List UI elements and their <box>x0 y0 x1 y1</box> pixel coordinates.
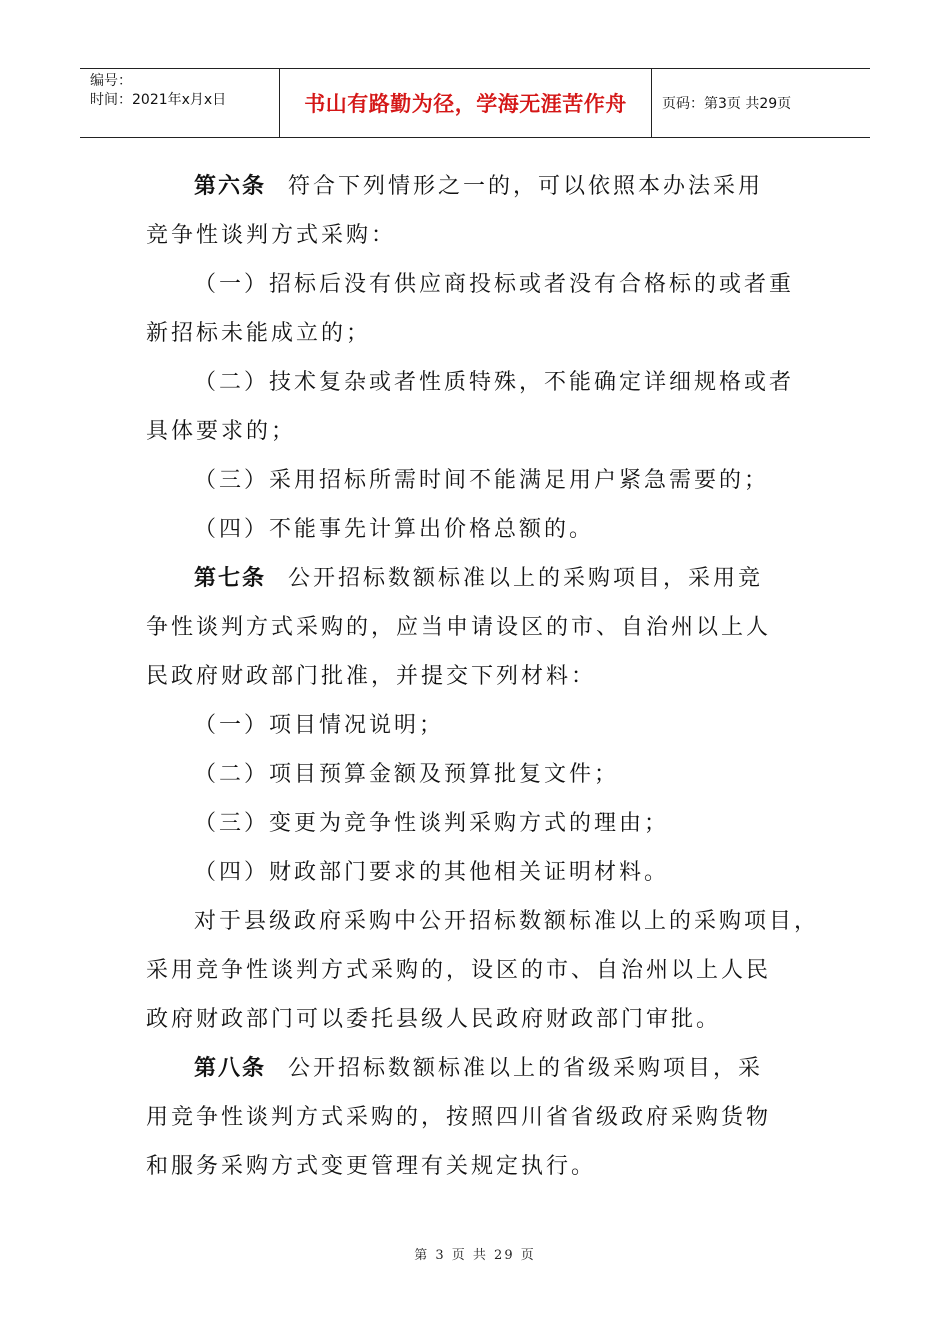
paragraph-line: 政府财政部门可以委托县级人民政府财政部门审批。 <box>146 1007 722 1032</box>
article-8-line: 第八条 公开招标数额标准以上的省级采购项目，采 <box>194 1056 764 1081</box>
header-page-info: 页码：第3页 共29页 <box>662 96 792 112</box>
article-6-line: 第六条 符合下列情形之一的，可以依照本办法采用 <box>194 174 764 199</box>
paragraph-line: 采用竞争性谈判方式采购的，设区的市、自治州以上人民 <box>146 958 772 983</box>
document-body <box>146 162 820 1191</box>
list-item: （四）不能事先计算出价格总额的。 <box>194 517 595 542</box>
list-item: （一）招标后没有供应商投标或者没有合格标的或者重 <box>194 272 795 297</box>
list-item: （三）采用招标所需时间不能满足用户紧急需要的； <box>194 468 770 493</box>
paragraph-line: 争性谈判方式采购的，应当申请设区的市、自治州以上人 <box>146 615 772 640</box>
article-7-title: 第七条 <box>194 566 267 591</box>
paragraph-line: 民政府财政部门批准，并提交下列材料： <box>146 664 597 689</box>
paragraph-line: 具体要求的； <box>146 419 297 444</box>
article-7-line: 第七条 公开招标数额标准以上的采购项目，采用竞 <box>194 566 764 591</box>
article-6-title: 第六条 <box>194 174 267 199</box>
paragraph-line: 新招标未能成立的； <box>146 321 372 346</box>
paragraph-line: 竞争性谈判方式采购： <box>146 223 397 248</box>
page-footer: 第 3 页 共 29 页 <box>414 1248 536 1263</box>
list-item: （四）财政部门要求的其他相关证明材料。 <box>194 860 670 885</box>
list-item: （三）变更为竞争性谈判采购方式的理由； <box>194 811 670 836</box>
paragraph-line: 和服务采购方式变更管理有关规定执行。 <box>146 1154 597 1179</box>
list-item: （一）项目情况说明； <box>194 713 445 738</box>
list-item: （二）技术复杂或者性质特殊，不能确定详细规格或者 <box>194 370 795 395</box>
header-meta <box>80 69 280 137</box>
serial-label: 编号： <box>90 73 132 89</box>
paragraph-line: 用竞争性谈判方式采购的，按照四川省省级政府采购货物 <box>146 1105 772 1130</box>
time-line: 时间：2021年x月x日 <box>90 92 227 108</box>
paragraph-line: 对于县级政府采购中公开招标数额标准以上的采购项目， <box>194 909 820 934</box>
header-motto: 书山有路勤为径，学海无涯苦作舟 <box>280 69 652 137</box>
article-8-title: 第八条 <box>194 1056 267 1081</box>
page-header <box>80 68 870 138</box>
list-item: （二）项目预算金额及预算批复文件； <box>194 762 620 787</box>
